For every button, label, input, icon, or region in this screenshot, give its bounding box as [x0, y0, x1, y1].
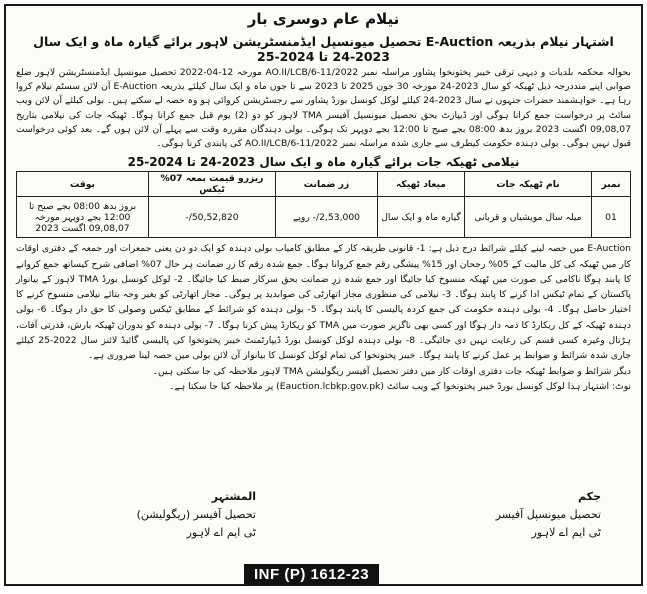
cell-timing: بروز بدھ 08:00 بجے صبح تا 12:00 بجے دوپہر مورخہ 09,08,07 اگست 2023: [17, 197, 149, 238]
signatures: [6, 488, 641, 568]
signatory-left-designation: تحصیل آفیسر (ریگولیشن): [136, 508, 256, 521]
signatory-right-designation: تحصیل میونسپل آفیسر: [495, 508, 601, 521]
table-header-row: [17, 172, 631, 197]
col-period: میعاد ٹھیکہ: [378, 172, 465, 197]
col-name: نام ٹھیکہ جات: [465, 172, 592, 197]
inf-code-badge: INF (P) 1612-23: [244, 564, 379, 585]
cell-number: 01: [592, 197, 631, 238]
intro-paragraph: بحوالہ محکمہ بلدیات و دیہی ترقی خیبر پختونخوا پشاور مراسلہ نمبر AO.II/LCB/6-11/2022 مورخہ 12-04-2022 تحصیل میونسپل ایڈمنسٹریشن لاہور ضلع صوابی اپنے منددرجہ ذیل ٹھیکہ کو سال 2023-24 مورخہ 30 جون 2025 تا 2023 سے تا جوں ماہ و ایک سال کیلئے بذریعہ E-Auction آن لائن سسٹم نیلام کروا رہا ہے۔ خواہشمند حضرات جنہوں نے سال 2023-24 کیلئے لوکل کونسل بورڈ پشاور سے رجسٹریشن کروائی ہو وہ حصہ لے سکتے ہیں۔ بولی کیلئے آن لائن ویب سائٹ پر درخواست جمع کرانا ہوگی اور ڈیپازٹ بحق تحصیل میونسپل آفیسر TMA لاہور کو دو (2) یوم قبل جمع کرانا ہوگا۔ ٹھیکہ جات کی نیلامی بتاریخ 09,08,07 اگست 2023 بروز بدھ 08:00 بجے صبح تا 12:00 بجے دوپہر تک ہوگی۔ بولی دہندگان مقررہ وقت سے پہلے آن لائن ہوں گے۔ بعد کوئی درخواست قبول نہیں ہوگی۔ بولی دہندہ حکومت کیطرف سے جاری شدہ مراسلہ نمبر AO.II/LCB/6-11/2022 کی پابندی کرنا ہوگی۔: [16, 67, 632, 150]
cell-period: گیارہ ماہ و ایک سال: [378, 197, 465, 238]
col-number: نمبر: [592, 172, 631, 197]
signatory-right-label: جکم: [578, 490, 601, 503]
notice-heading: اشتہار نیلام بذریعہ E-Auction تحصیل میونسپل ایڈمنسٹریشن لاہور برائے گیارہ ماہ و ایک سال 2023-24 تا 2024-25: [33, 34, 614, 64]
auction-notice: [4, 4, 643, 586]
note-line-2: نوٹ: اشتہار ہذا لوکل کونسل بورڈ خیبر پختونخوا کے ویب سائٹ (Eauction.lcbkp.gov.pk) پر ملاحظہ کیا جا سکتا ہے۔: [169, 380, 631, 392]
signatory-right: [411, 488, 601, 542]
table-row: [17, 197, 631, 238]
col-reserve: ریزرو قیمت بمعہ 07% ٹیکس: [149, 172, 276, 197]
signatory-left-label: المشتہر: [211, 490, 256, 503]
conditions-paragraph: E-Auction میں حصہ لینے کیلئے شرائط درج ذیل ہے: 1- قانونی طریقہ کار کے مطابق کامیاب بولی دہندہ کو ایک دو دن یعنی جمعرات اور جمعہ کے دفتری اوقات کار میں ٹھیکہ کی کل مالیت کے 05% رجحان اور 15% پیشگی رقم جمع کروانا ہوگا۔ جمع شدہ رقم کا زرِ ضمانت ہر حال 07% اضافی شرح کیساتھ جمع کروانے کا پابند ہوگا ناکامی کی صورت میں ٹھیکہ منسوخ کیا جائیگا اور جمع شدہ زرِ ضمانت بحق سرکار ضبط کیا جائیگا۔ 2- لوکل کونسل بورڈ TMA لاہور کے بیانوار پاکستان کے تمام ٹیکس ادا کرنے کا پابند ہوگا۔ 3- نیلامی کی منظوری مجاز اتھارٹی کی صوابدید پر ہوگی۔ مجاز اتھارٹی کو بغیر وجہ بتائے نیلامی منسوخ کرنے کا اختیار حاصل ہوگا۔ 4- بولی دہندہ حکومت کی جمع کردہ پالیسی کا پابند ہوگا۔ 5- بولی دہندہ کو شرائط کے مطابق ٹیکس وصولی کا حق دار ہوگا۔ 6- بولی دہندہ ٹھیکہ کے کل ریکارڈ کا ذمہ دار ہوگا اور کسی بھی ناگزیر صورت میں TMA کو ریکارڈ پیش کرنا ہوگا۔ 7- بولی دہندہ کو بدوران ٹھیکہ بارش، قدرتی آفات، ہڑتال وغیرہ کسی قسم کی رعایت نہیں دی جائیگی۔ 8- بولی دہندہ لوکل کونسل بورڈ ڈیپارٹمنٹ خیبر پختونخوا کی پالیسی گائیڈ لائنز سال 2022-25 کیلئے جاری شدہ شرائط و ضوابط پر عمل کرنے کا پابند ہوگا۔ خیبر پختونخوا کی تمام لوکل کونسل کا بیانوار آن لائن بولی میں حصہ لینا ضروری ہے۔: [16, 243, 632, 362]
signatory-left: [66, 488, 256, 542]
signatory-right-office: ٹی ایم اے لاہور: [531, 526, 601, 539]
cell-security: 2,53,000/- روپے: [276, 197, 378, 238]
notice-title: نیلام عام دوسری بار: [247, 10, 400, 28]
cell-reserve: 50,52,820/-: [149, 197, 276, 238]
cell-name: میلہ سال مویشیاں و قربانی: [465, 197, 592, 238]
signatory-left-office: ٹی ایم اے لاہور: [186, 526, 256, 539]
col-timing: بوقت: [17, 172, 149, 197]
auction-table: [16, 171, 631, 238]
table-heading: نیلامی ٹھیکہ جات برائے گیارہ ماہ و ایک سال 2023-24 تا 2024-25: [127, 155, 520, 170]
col-security: زر ضمانت: [276, 172, 378, 197]
note-line-1: دیگر شرائط و ضوابط ٹھیکہ جات دفتری اوقات کار میں دفتر تحصیل آفیسر ریگولیشن TMA لاہور ملاحظہ کی جا سکتی ہیں۔: [152, 365, 631, 377]
